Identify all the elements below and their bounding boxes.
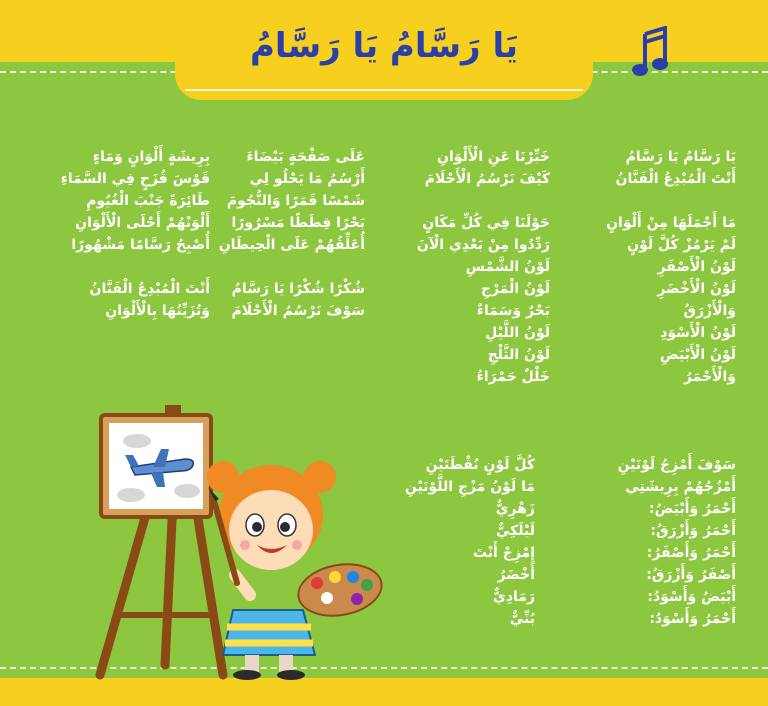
title-banner xyxy=(175,0,593,100)
verse-line: بِرِيشَةٍ أَلْوَانٍ وَمَاءٍ xyxy=(92,149,210,165)
verse-line: وَالْأَحْمَرُ xyxy=(683,369,736,385)
verse-line: بُنِّيٌّ xyxy=(509,611,535,627)
verse-line: أَرْسُمُ مَا يَحْلُو لِي xyxy=(249,171,365,187)
stanza-gap xyxy=(566,190,736,212)
verse-line: زَهْرِيٌّ xyxy=(495,501,535,517)
verse-line: وَالْأَزْرَقُ xyxy=(683,303,736,319)
girl-painter-illustration xyxy=(95,405,385,680)
verse-line: أَحْمَرُ وَأَزْرَقُ: xyxy=(650,523,736,539)
verse-line: لَوْنُ الْأَصْفَرِ xyxy=(657,259,736,275)
verse-line: مَا أَجْمَلَهَا مِنْ أَلْوَانٍ xyxy=(606,215,736,231)
verse-line: رَدِّدُوا مِنْ بَعْدِي الْآنَ xyxy=(416,237,550,253)
verse-line: سَوْفَ نَرْسُمُ الْأَحْلَامَ xyxy=(231,303,365,319)
verse-line: لَوْنُ الْأَسْوَدِ xyxy=(660,325,736,341)
verse-line: أَلْوَنْهُمْ أَحْلَى الْأَلْوَانِ xyxy=(75,215,210,231)
verse-line: أَصْفَرُ وَأَزْرَقُ: xyxy=(646,567,736,583)
music-note-icon xyxy=(631,26,669,80)
verse-line: يَا رَسَّامُ يَا رَسَّامُ xyxy=(625,149,736,165)
verse-line: عَلَى صَفْحَةٍ بَيْضَاءَ xyxy=(246,149,365,165)
verse-line: لَيْلَكِيٌّ xyxy=(496,523,535,539)
verse-line: أَحْمَرُ وَأَصْفَرُ: xyxy=(646,545,736,561)
verse-line: لَوْنُ الْأَخْضَرِ xyxy=(657,281,736,297)
verse-line: كَيْفَ نَرْسُمُ الْأَحْلَامَ xyxy=(424,171,550,187)
verse-line: خَلْلٌ حَمْرَاءُ xyxy=(476,369,550,385)
verse-line: أُعَلِّقُهُمْ عَلَى الْحِيطَانِ xyxy=(218,237,365,253)
verse-line: أَحْمَرُ وَأَسْوَدُ: xyxy=(649,611,736,627)
stanza-gap xyxy=(215,256,365,278)
verse-line: شَمْسًا قَمَرًا وَالنُّجُومَ xyxy=(226,193,365,209)
verse-line: لَمْ يَرْمُزْ كُلَّ لَوْنٍ xyxy=(627,237,736,253)
verse-line: أَمْزُجُهُمْ بِرِيشَتِي xyxy=(625,479,736,495)
stanza-gap xyxy=(370,190,550,212)
verse-line: لَوْنُ الْمَرْجِ xyxy=(480,281,550,297)
verse-line: لَوْنُ الشَّمْسِ xyxy=(465,259,550,275)
stanza-gap xyxy=(40,256,210,278)
verse-line: خَبِّرْنَا عَنِ الْأَلْوَانِ xyxy=(437,149,550,165)
verse-column-5 xyxy=(542,454,736,630)
verse-column-1 xyxy=(566,146,736,388)
page-title: يَا رَسَّامُ يَا رَسَّامُ xyxy=(250,26,518,66)
verse-line: سَوْفَ أَمْزِجُ لَوْنَيْنِ xyxy=(617,457,736,473)
verse-line: بَحْرٌ وَسَمَاءٌ xyxy=(476,303,550,319)
paint-palette-icon xyxy=(294,558,385,622)
verse-line: أُصْبِحُ رَسَّامًا مَشْهُورًا xyxy=(71,237,210,253)
verse-line: كُلَّ لَوْنٍ نُقْطَتَيْنِ xyxy=(425,457,535,473)
verse-line: لَوْنُ اللَّيْلِ xyxy=(485,325,550,341)
verse-column-2 xyxy=(370,146,550,388)
verse-column-6 xyxy=(370,454,535,630)
verse-line: أَبْيَضُ وَأَسْوَدُ: xyxy=(647,589,736,605)
verse-line: رَمَادِيٌّ xyxy=(493,589,535,605)
verse-line: مَا لَوْنُ مَزْجِ اللَّوْنَيْنِ xyxy=(404,479,535,495)
verse-line: أَخْضَرُ xyxy=(497,567,535,583)
verse-line: شُكْرًا شُكْرًا يَا رَسَّامُ xyxy=(231,281,365,297)
verse-line: لَوْنُ الثَّلْجِ xyxy=(487,347,550,363)
verse-line: أَحْمَرُ وَأَبْيَضُ: xyxy=(648,501,736,517)
verse-line: أَنْتَ الْمُبْدِعُ الْفَنَّانُ xyxy=(89,281,210,297)
girl-character xyxy=(207,461,336,680)
verse-line: بَحْرًا قِطَطًا مَسْرُورًا xyxy=(231,215,365,231)
verse-line: إِمْزِجْ أَنْتَ xyxy=(472,545,535,561)
verse-column-4 xyxy=(40,146,210,322)
verse-line: لَوْنُ الْأَبْيَضِ xyxy=(659,347,736,363)
verse-column-3 xyxy=(215,146,365,322)
verse-line: حَوْلَنَا فِي كُلِّ مَكَانٍ xyxy=(422,215,550,231)
verse-line: أَنْتَ الْمُبْدِعُ الْفَنَّانُ xyxy=(615,171,736,187)
verse-line: طَائِرَةً جَنْبَ الْغُيُومِ xyxy=(86,193,210,209)
verse-line: وَتُزَيِّنُهَا بِالْأَلْوَانِ xyxy=(105,303,210,319)
verse-line: قَوْسَ قُزَحٍ فِي السَّمَاءِ xyxy=(60,171,210,187)
